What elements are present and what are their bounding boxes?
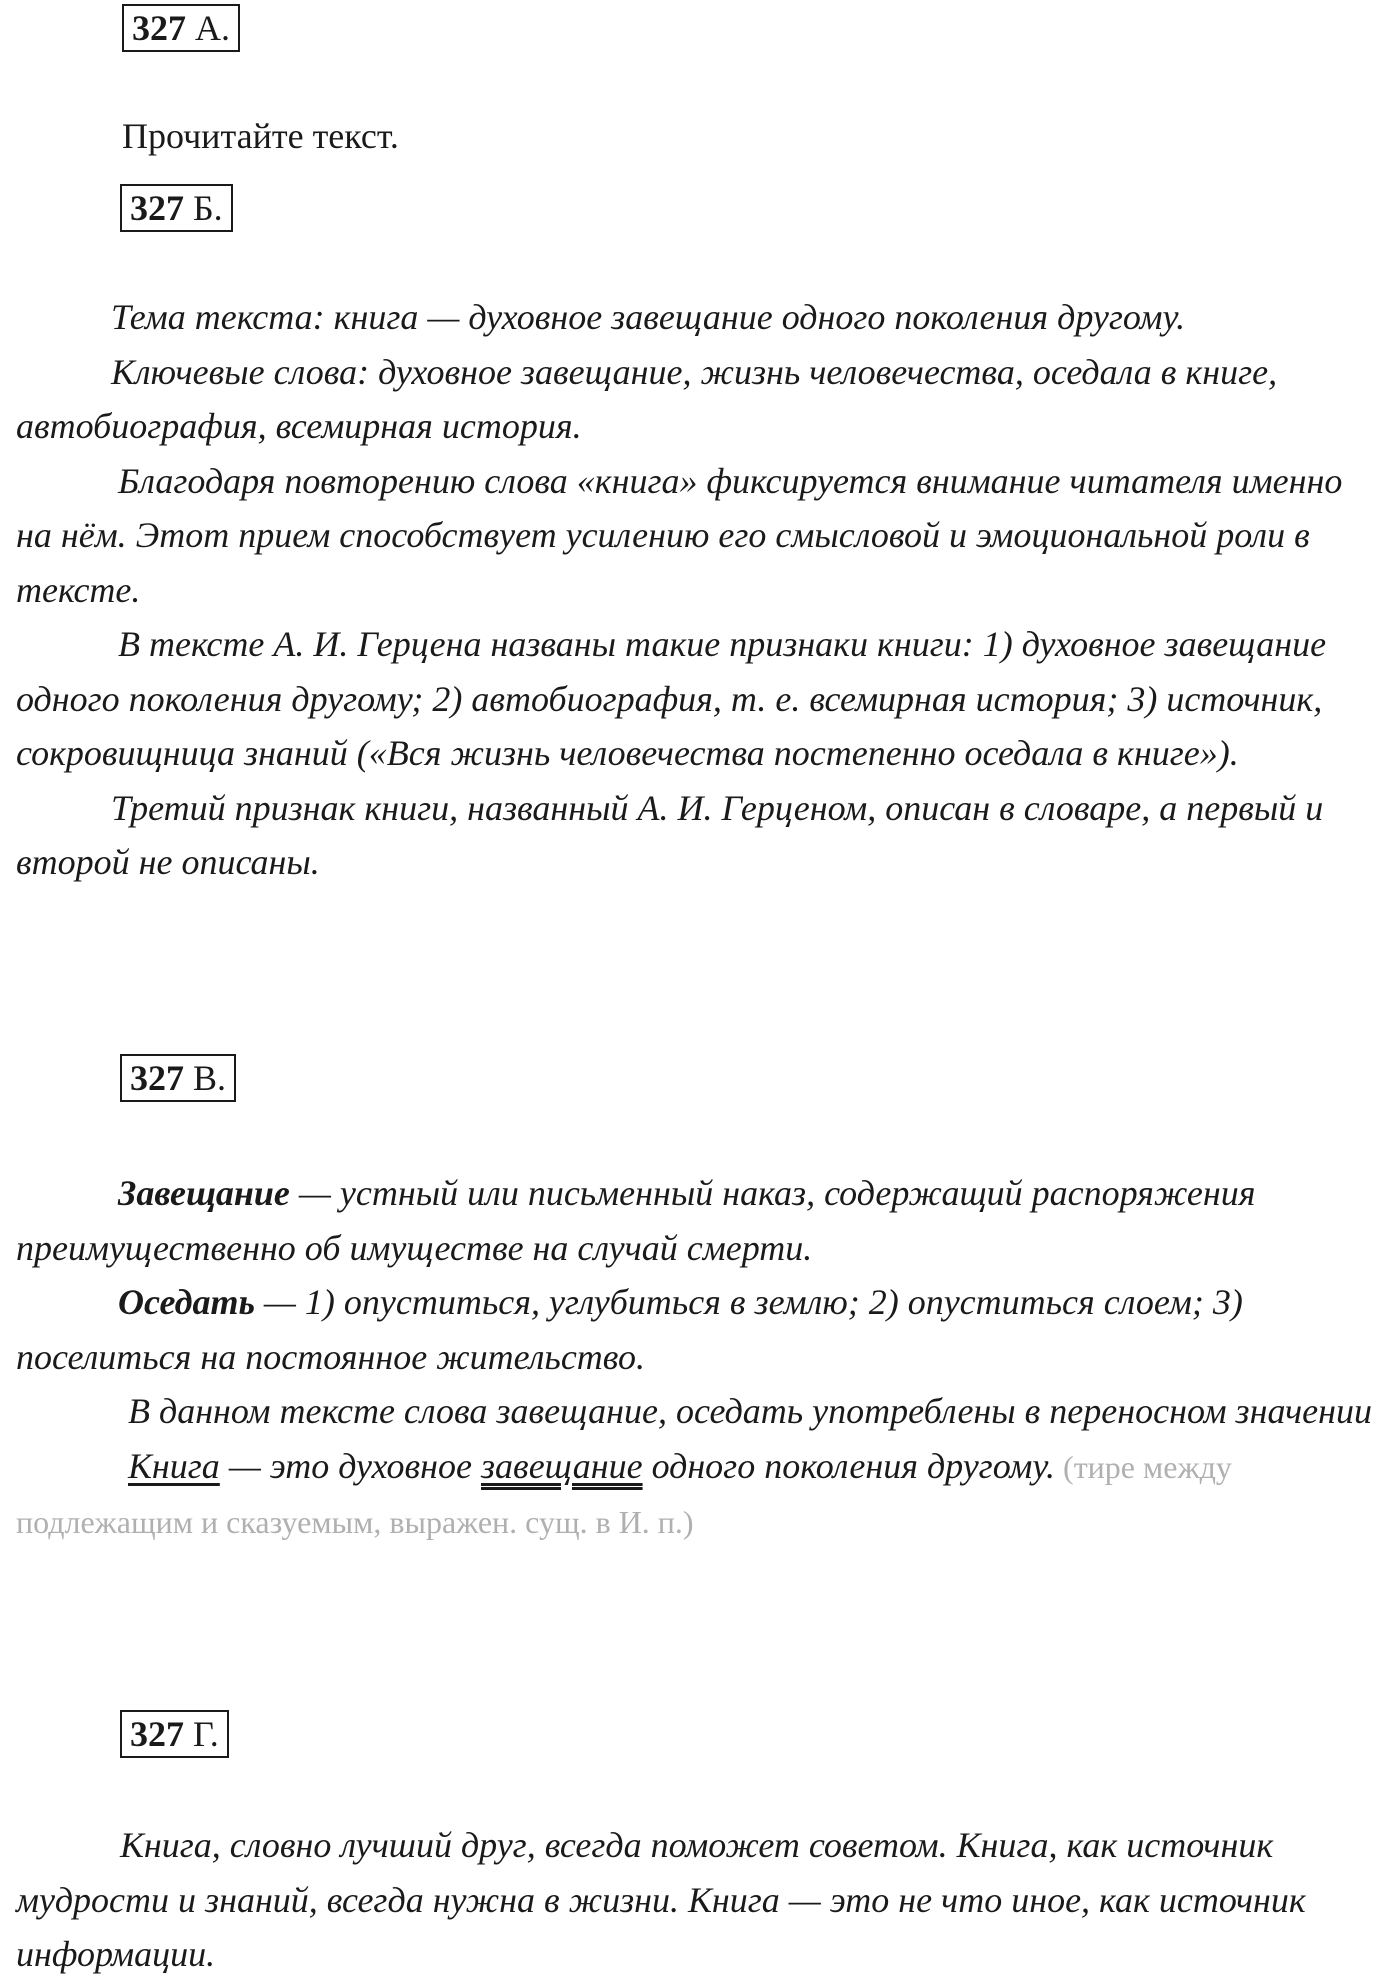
example-sentence bbox=[16, 1439, 1386, 1550]
answer-327g bbox=[16, 1818, 1386, 1982]
task-number: 327 bbox=[130, 188, 184, 228]
task-label-327g bbox=[120, 1710, 229, 1758]
task-letter: Г. bbox=[193, 1714, 219, 1754]
grammar-note: (тире между подлежащим и сказуемым, выражен. сущ. в И. п.) bbox=[16, 1448, 1232, 1540]
book-paragraph: Книга, словно лучший друг, всегда поможет советом. Книга, как источник мудрости и знаний, всегда нужна в жизни. Книга — это не что иное, как источник информации. bbox=[16, 1825, 1306, 1974]
subject: Книга bbox=[128, 1445, 220, 1486]
task-label-327v bbox=[120, 1054, 236, 1102]
features-paragraph: В тексте А. И. Герцена названы такие признаки книги: 1) духовное завещание одного поколения другому; 2) автобиография, т. е. всемирная история; 3) источник, сокровищница знаний («Вся жизнь человечества постепенно оседала в книге»). bbox=[16, 624, 1327, 773]
task-letter: Б. bbox=[193, 188, 223, 228]
answer-327v bbox=[16, 1166, 1386, 1550]
definition-osedat bbox=[16, 1275, 1386, 1384]
answer-327b bbox=[16, 290, 1386, 890]
theme-paragraph: Тема текста: книга — духовное завещание одного поколения другому. bbox=[111, 297, 1186, 337]
definition: — устный или письменный наказ, содержащий распоряжения преимущественно об имуществе на случай смерти. bbox=[16, 1173, 1256, 1268]
definition-zaveshchanie bbox=[16, 1166, 1386, 1275]
term: Завещание bbox=[118, 1173, 290, 1213]
figurative-paragraph: В данном тексте слова завещание, оседать употреблены в переносном значении bbox=[128, 1391, 1372, 1431]
task-number: 327 bbox=[132, 8, 186, 48]
sentence-part: одного поколения другому. bbox=[642, 1445, 1056, 1486]
task-label-327a bbox=[122, 4, 240, 52]
task-number: 327 bbox=[130, 1058, 184, 1098]
task-letter: А. bbox=[195, 8, 230, 48]
task-label-327b bbox=[120, 184, 233, 232]
task-letter: В. bbox=[193, 1058, 227, 1098]
dictionary-paragraph: Третий признак книги, названный А. И. Герценом, описан в словаре, а первый и второй не описаны. bbox=[16, 787, 1324, 882]
keywords-paragraph: Ключевые слова: духовное завещание, жизнь человечества, оседала в книге, автобиография, всемирная история. bbox=[16, 351, 1278, 446]
predicate: завещание bbox=[481, 1445, 643, 1486]
task-number: 327 bbox=[130, 1714, 184, 1754]
term: Оседать bbox=[118, 1282, 255, 1322]
instruction-text: Прочитайте текст. bbox=[122, 116, 399, 156]
sentence-part: — это духовное bbox=[219, 1445, 482, 1486]
repetition-paragraph: Благодаря повторению слова «книга» фиксируется внимание читателя именно на нём. Этот прием способствует усилению его смысловой и эмоциональной роли в тексте. bbox=[16, 460, 1343, 610]
definition: — 1) опуститься, углубиться в землю; 2) опуститься слоем; 3) поселиться на постоянное жительство. bbox=[16, 1282, 1243, 1377]
